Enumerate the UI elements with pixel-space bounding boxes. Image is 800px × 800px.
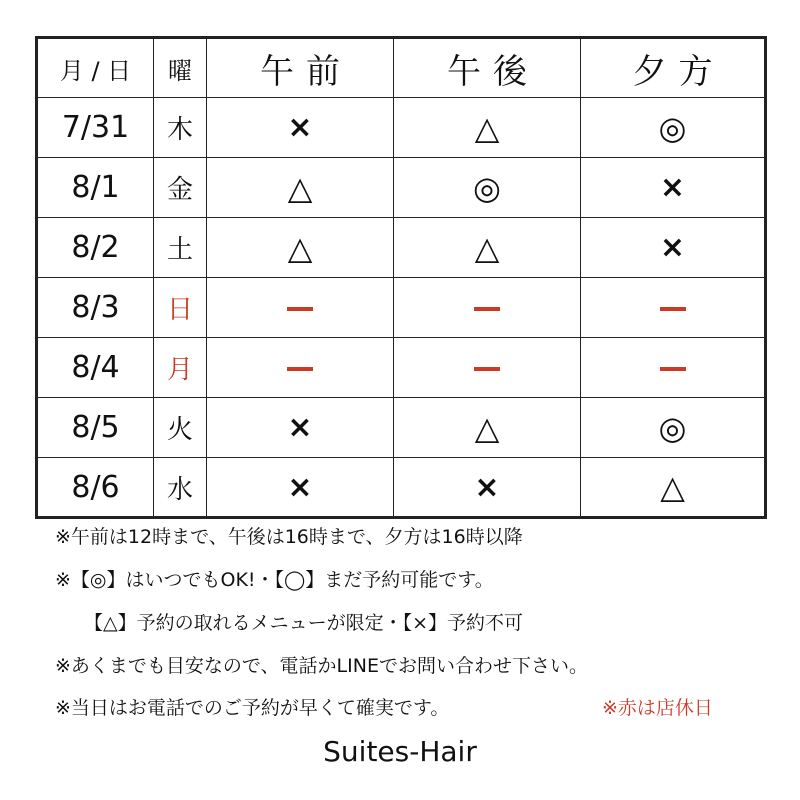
day-of-week-cell: 土 [154, 218, 207, 278]
slot-evening-cell [581, 458, 766, 518]
slot-afternoon-cell [394, 158, 581, 218]
slot-afternoon-cell [394, 218, 581, 278]
availability-mark: × [659, 170, 686, 205]
date-cell: 8/5 [37, 398, 154, 458]
day-of-week-cell: 火 [154, 398, 207, 458]
note-contact: ※あくまでも目安なので、電話かLINEでお問い合わせ下さい。 [55, 655, 588, 677]
note-legend-2: 【△】予約の取れるメニューが限定・【×】予約不可 [84, 612, 524, 634]
slot-morning-cell [207, 98, 394, 158]
header-row [37, 38, 766, 98]
slot-morning-cell [207, 398, 394, 458]
slot-evening-cell [581, 278, 766, 338]
slot-evening-cell [581, 338, 766, 398]
day-of-week-cell: 水 [154, 458, 207, 518]
slot-morning-cell [207, 218, 394, 278]
availability-mark: × [474, 469, 500, 505]
availability-mark: × [659, 230, 686, 265]
closed-dash-mark [474, 307, 500, 311]
slot-afternoon-cell [394, 278, 581, 338]
date-cell: 8/1 [37, 158, 154, 218]
slot-afternoon-cell [394, 458, 581, 518]
schedule-row [37, 278, 766, 338]
note-time-ranges: ※午前は12時まで、午後は16時まで、夕方は16時以降 [55, 526, 523, 548]
slot-evening-cell [581, 158, 766, 218]
schedule-row [37, 338, 766, 398]
header-morning: 午前 [207, 38, 394, 98]
availability-mark: △ [474, 408, 500, 447]
note-same-day: ※当日はお電話でのご予約が早くて確実です。 [55, 697, 450, 719]
slot-evening-cell [581, 218, 766, 278]
availability-mark: × [287, 469, 313, 505]
slot-afternoon-cell [394, 398, 581, 458]
availability-mark: ◎ [658, 408, 687, 447]
slot-afternoon-cell [394, 98, 581, 158]
slot-evening-cell [581, 398, 766, 458]
closed-dash-mark [660, 307, 686, 311]
schedule-row [37, 218, 766, 278]
slot-evening-cell [581, 98, 766, 158]
schedule-row [37, 98, 766, 158]
shop-name: Suites-Hair [323, 735, 477, 768]
closed-dash-mark [287, 367, 313, 371]
availability-mark: △ [474, 108, 500, 147]
header-afternoon: 午後 [394, 38, 581, 98]
closed-dash-mark [474, 367, 500, 371]
day-of-week-cell: 月 [154, 338, 207, 398]
date-cell: 7/31 [37, 98, 154, 158]
date-cell: 8/2 [37, 218, 154, 278]
header-day-of-week: 曜 [154, 38, 207, 98]
availability-mark: △ [474, 228, 500, 267]
day-of-week-cell: 日 [154, 278, 207, 338]
schedule-row [37, 398, 766, 458]
slot-morning-cell [207, 458, 394, 518]
availability-mark: ◎ [658, 108, 687, 147]
closed-dash-mark [287, 307, 313, 311]
availability-mark: ◎ [473, 168, 501, 207]
day-of-week-cell: 金 [154, 158, 207, 218]
note-legend-1: ※【◎】はいつでもOK!・【◯】まだ予約可能です。 [55, 569, 494, 591]
header-evening: 夕方 [581, 38, 766, 98]
availability-mark: △ [660, 468, 685, 506]
slot-morning-cell [207, 158, 394, 218]
date-cell: 8/6 [37, 458, 154, 518]
availability-mark: × [287, 110, 313, 145]
schedule-table [35, 36, 767, 519]
closed-dash-mark [660, 367, 686, 371]
availability-mark: × [287, 410, 313, 445]
date-cell: 8/3 [37, 278, 154, 338]
availability-mark: △ [287, 168, 313, 207]
slot-morning-cell [207, 338, 394, 398]
slot-afternoon-cell [394, 338, 581, 398]
day-of-week-cell: 木 [154, 98, 207, 158]
header-date: 月 / 日 [37, 38, 154, 98]
availability-mark: △ [287, 228, 313, 267]
schedule-row [37, 158, 766, 218]
schedule-row [37, 458, 766, 518]
note-closed-days: ※赤は店休日 [602, 697, 713, 719]
date-cell: 8/4 [37, 338, 154, 398]
slot-morning-cell [207, 278, 394, 338]
